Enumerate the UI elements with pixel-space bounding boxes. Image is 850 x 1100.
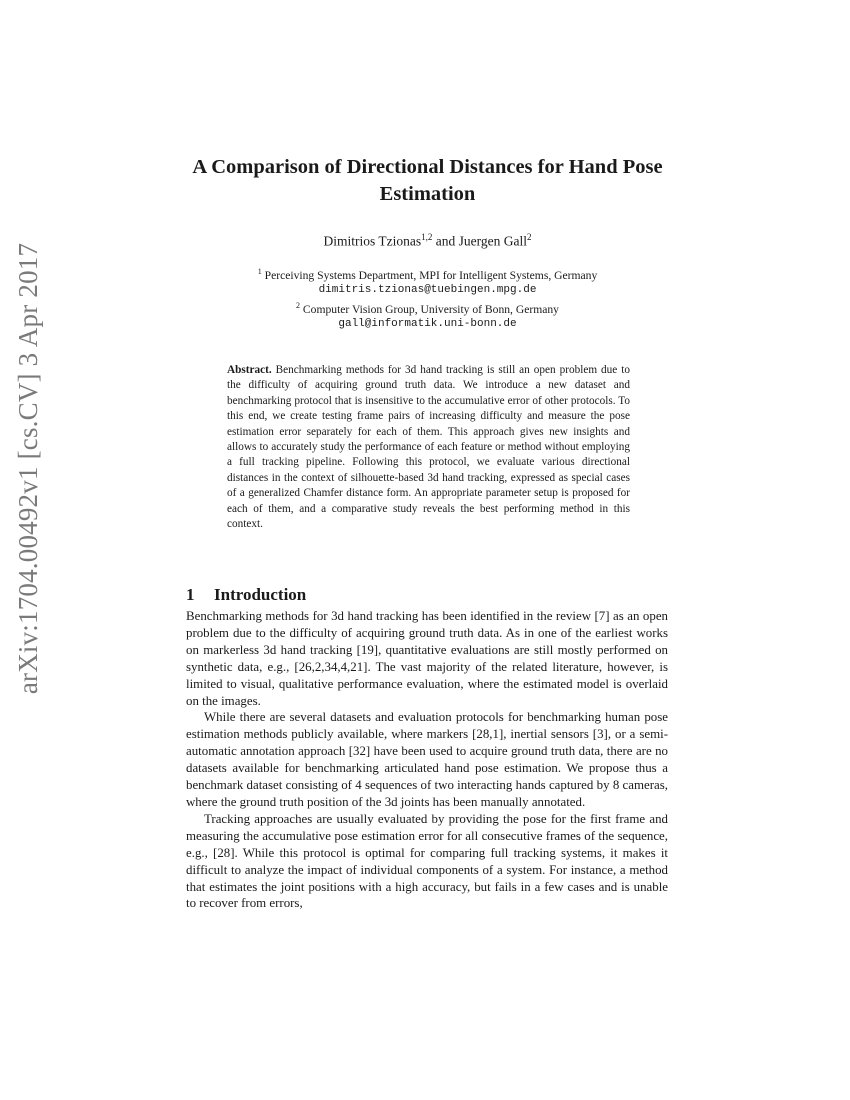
body-paragraph: While there are several datasets and evaluation protocols for benchmarking human pose estimation methods publicly available, where markers [28,1], inertial sensors [3], or a semi-automatic annotation approach [32] have been used to acquire ground truth data, there are no datasets available for benchmarking articulated hand pose estimation. We propose thus a benchmark dataset consisting of 4 sequences of two interacting hands captured by 8 cameras, where the ground truth position of the 3d joints has been manually annotated. bbox=[186, 710, 668, 809]
author-name: Juergen Gall bbox=[458, 233, 527, 249]
author-connector: and bbox=[432, 233, 459, 249]
affiliation-email: gall@informatik.uni-bonn.de bbox=[338, 317, 517, 330]
author-affiliation-mark: 2 bbox=[526, 232, 532, 242]
abstract-text: Benchmarking methods for 3d hand tracking is still an open problem due to the difficulty of acquiring ground truth data. We introduce a new dataset and benchmarking protocol that is insensitive to the accumulative error of other protocols. To this end, we create testing frame pairs of increasing difficulty and measure the pose estimation error separately for each of them. This approach gives new insights and allows to accurately study the performance of each feature or method without employing a full tracking pipeline. Following this protocol, we evaluate various directional distances in the context of silhouette-based 3d hand tracking, expressed as special cases of a generalized Chamfer distance form. An appropriate parameter setup is proposed for each of them, and a comparative study reveals the best performing method in this context. bbox=[227, 364, 630, 531]
affiliation-mark: 1 bbox=[257, 267, 262, 276]
arxiv-identifier-text: arXiv:1704.00492v1 [cs.CV] 3 Apr 2017 bbox=[13, 242, 44, 694]
author-line bbox=[180, 232, 675, 250]
affiliation-line bbox=[180, 298, 675, 317]
affiliation-name: Computer Vision Group, University of Bonn, Germany bbox=[302, 302, 559, 316]
affiliation-mark: 2 bbox=[296, 300, 301, 310]
abstract-label: Abstract. bbox=[227, 364, 272, 376]
section-title: Introduction bbox=[214, 585, 307, 604]
section-body bbox=[186, 608, 668, 912]
author-affiliation-mark: 1,2 bbox=[421, 232, 433, 242]
arxiv-identifier-stamp bbox=[10, 242, 48, 694]
body-paragraph: Tracking approaches are usually evaluated by providing the pose for the first frame and measuring the accumulative pose estimation error for all consecutive frames of the sequence, e.g., [28]. While this protocol is optimal for comparing full tracking systems, it makes it difficult to analyze the impact of individual components of a system. For instance, a method that estimates the joint positions with a high accuracy, but fails in a few cases and is unable to recover from errors, bbox=[186, 811, 668, 911]
affiliation-email: dimitris.tzionas@tuebingen.mpg.de bbox=[318, 283, 537, 296]
author-name: Dimitrios Tzionas bbox=[323, 233, 422, 249]
paper-title: A Comparison of Directional Distances for Hand Pose Estimation bbox=[192, 156, 663, 205]
affiliations-block bbox=[180, 264, 675, 332]
section-heading bbox=[186, 585, 306, 605]
affiliation-line bbox=[180, 264, 675, 283]
section-number: 1 bbox=[186, 585, 195, 604]
abstract-block bbox=[227, 363, 630, 532]
body-paragraph: Benchmarking methods for 3d hand tracking has been identified in the review [7] as an open problem due to the difficulty of acquiring ground truth data. As in one of the earliest works on markerless 3d hand tracking [19], quantitative evaluations are still mostly performed on synthetic data, e.g., [26,2,34,4,21]. The vast majority of the related literature, however, is limited to visual, qualitative performance evaluation, where the estimated model is overlaid on the images. bbox=[186, 609, 668, 708]
affiliation-name: Perceiving Systems Department, MPI for Intelligent Systems, Germany bbox=[264, 268, 598, 282]
